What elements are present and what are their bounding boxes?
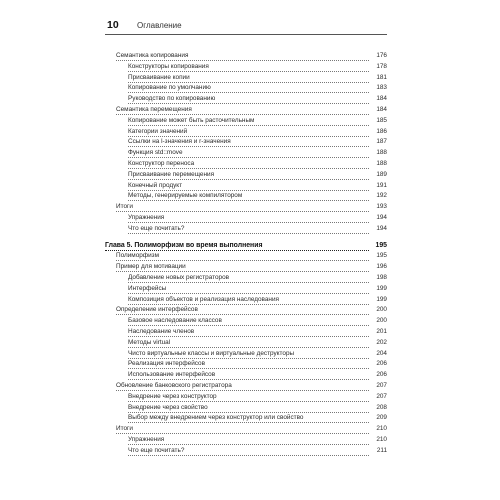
- toc-entry-page: 194: [376, 224, 387, 232]
- toc-entry[interactable]: [105, 224, 387, 235]
- toc-entry[interactable]: [105, 424, 387, 435]
- toc-entry[interactable]: [105, 316, 387, 327]
- toc-entry-title: Конечный продукт: [128, 181, 183, 189]
- toc-entry-title: Присваивание перемещения: [128, 170, 215, 178]
- toc-entry-page: 210: [376, 435, 387, 443]
- toc-entry[interactable]: [105, 127, 387, 138]
- toc-entry-title: Базовое наследование классов: [128, 317, 222, 325]
- toc-entry-title: Семантика перемещения: [116, 105, 192, 113]
- toc-entry-title: Глава 5. Полиморфизм во время выполнения: [105, 241, 263, 249]
- toc-entry-page: 210: [376, 425, 387, 433]
- toc-entry-page: 211: [376, 446, 387, 454]
- toc-entry-title: Методы, генерируемые компилятором: [128, 192, 243, 200]
- table-of-contents: [105, 51, 387, 456]
- toc-entry-title: Реализация интерфейсов: [128, 360, 205, 368]
- toc-entry-title: Интерфейсы: [128, 284, 167, 292]
- toc-entry[interactable]: [105, 295, 387, 306]
- toc-entry-page: 200: [376, 306, 387, 314]
- toc-entry-title: Итоги: [116, 425, 133, 433]
- toc-entry-page: 194: [376, 213, 387, 221]
- toc-entry[interactable]: [105, 181, 387, 192]
- toc-entry-page: 198: [376, 273, 387, 281]
- toc-entry-page: 184: [376, 95, 387, 103]
- toc-entry-page: 206: [376, 360, 387, 368]
- toc-entry[interactable]: [105, 327, 387, 338]
- toc-entry[interactable]: [105, 202, 387, 213]
- toc-entry-title: Конструкторы копирования: [128, 62, 209, 70]
- toc-entry-title: Упражнения: [128, 213, 165, 221]
- toc-entry-page: 202: [376, 338, 387, 346]
- toc-entry-page: 195: [375, 241, 387, 249]
- toc-entry[interactable]: [105, 413, 387, 424]
- toc-entry-title: Использование интерфейсов: [128, 371, 216, 379]
- toc-entry[interactable]: [105, 213, 387, 224]
- toc-entry-page: 208: [376, 403, 387, 411]
- toc-entry[interactable]: [105, 148, 387, 159]
- toc-entry[interactable]: [105, 51, 387, 62]
- toc-entry-title: Функция std::move: [128, 149, 183, 157]
- running-title: Оглавление: [137, 21, 182, 30]
- toc-entry-page: 199: [376, 284, 387, 292]
- toc-entry-title: Конструктор переноса: [128, 159, 195, 167]
- toc-entry[interactable]: [105, 403, 387, 414]
- toc-entry-title: Семантика копирования: [116, 52, 189, 59]
- toc-entry[interactable]: [105, 370, 387, 381]
- toc-entry[interactable]: [105, 381, 387, 392]
- toc-entry[interactable]: [105, 94, 387, 105]
- toc-entry[interactable]: [105, 359, 387, 370]
- toc-entry[interactable]: [105, 73, 387, 84]
- page-header: [105, 19, 387, 35]
- toc-entry-title: Внедрение через конструктор: [128, 392, 217, 400]
- toc-entry-page: 186: [376, 127, 387, 135]
- toc-entry-title: Методы virtual: [128, 338, 171, 346]
- toc-entry[interactable]: [105, 284, 387, 295]
- toc-entry-page: 201: [376, 327, 387, 335]
- toc-entry-page: 191: [376, 181, 387, 189]
- toc-entry-title: Упражнения: [128, 435, 165, 443]
- toc-entry-page: 207: [376, 381, 387, 389]
- toc-entry-page: 196: [376, 263, 387, 271]
- toc-entry-title: Пример для мотивации: [116, 263, 186, 271]
- toc-entry-title: Руководство по копированию: [128, 95, 216, 103]
- toc-entry[interactable]: [105, 262, 387, 273]
- toc-entry[interactable]: [105, 273, 387, 284]
- toc-entry-title: Определение интерфейсов: [116, 306, 198, 314]
- toc-entry-page: 183: [376, 84, 387, 92]
- toc-entry-title: Полиморфизм: [116, 252, 159, 260]
- toc-entry[interactable]: [105, 446, 387, 457]
- toc-entry-title: Итоги: [116, 203, 133, 211]
- toc-entry[interactable]: [105, 137, 387, 148]
- toc-entry-title: Ссылки на l-значения и r-значения: [128, 138, 231, 146]
- toc-entry-page: 187: [376, 138, 387, 146]
- toc-entry-page: 178: [376, 62, 387, 70]
- toc-entry-title: Что еще почитать?: [128, 224, 185, 232]
- toc-entry[interactable]: [105, 435, 387, 446]
- toc-entry-title: Обновление банковского регистратора: [116, 381, 232, 389]
- toc-entry[interactable]: [105, 170, 387, 181]
- toc-entry-page: 207: [376, 392, 387, 400]
- toc-entry[interactable]: [105, 116, 387, 127]
- toc-entry[interactable]: [105, 105, 387, 116]
- toc-entry[interactable]: [105, 159, 387, 170]
- toc-entry-title: Категории значений: [128, 127, 188, 135]
- toc-entry-page: 204: [376, 349, 387, 357]
- toc-entry-page: 185: [376, 116, 387, 124]
- toc-entry-page: 181: [376, 73, 387, 81]
- toc-entry-page: 189: [376, 170, 387, 178]
- toc-entry-title: Присваивание копии: [128, 73, 190, 81]
- toc-entry-title: Наследование членов: [128, 327, 195, 335]
- toc-entry-page: 199: [376, 295, 387, 303]
- toc-entry-title: Добавление новых регистраторов: [128, 273, 230, 281]
- toc-entry-page: 188: [376, 149, 387, 157]
- toc-entry[interactable]: [105, 251, 387, 262]
- toc-entry[interactable]: [105, 191, 387, 202]
- toc-entry-page: 188: [376, 159, 387, 167]
- toc-entry-title: Композиция объектов и реализация наследования: [128, 295, 279, 303]
- page-number: 10: [107, 19, 119, 31]
- toc-entry-page: 209: [376, 414, 387, 422]
- toc-entry-page: 200: [376, 317, 387, 325]
- toc-entry-title: Выбор между внедрением через конструктор или свойство: [128, 414, 304, 422]
- toc-entry-page: 184: [376, 105, 387, 113]
- toc-entry-title: Чисто виртуальные классы и виртуальные деструкторы: [128, 349, 295, 357]
- toc-entry-title: Внедрение через свойство: [128, 403, 208, 411]
- toc-entry-title: Копирование может быть расточительным: [128, 116, 255, 124]
- toc-entry-page: 195: [376, 252, 387, 260]
- toc-entry[interactable]: [105, 392, 387, 403]
- toc-entry-title: Что еще почитать?: [128, 446, 185, 454]
- toc-entry[interactable]: [105, 349, 387, 360]
- toc-entry[interactable]: [105, 62, 387, 73]
- toc-entry-page: 192: [376, 192, 387, 200]
- toc-entry-title: Копирование по умолчанию: [128, 84, 211, 92]
- toc-entry[interactable]: [105, 338, 387, 349]
- header-rule: [105, 34, 387, 35]
- toc-entry[interactable]: [105, 305, 387, 316]
- toc-entry[interactable]: [105, 83, 387, 94]
- toc-entry-page: 176: [376, 52, 387, 59]
- toc-entry-page: 193: [376, 203, 387, 211]
- toc-entry-page: 206: [376, 371, 387, 379]
- toc-chapter[interactable]: [105, 241, 387, 252]
